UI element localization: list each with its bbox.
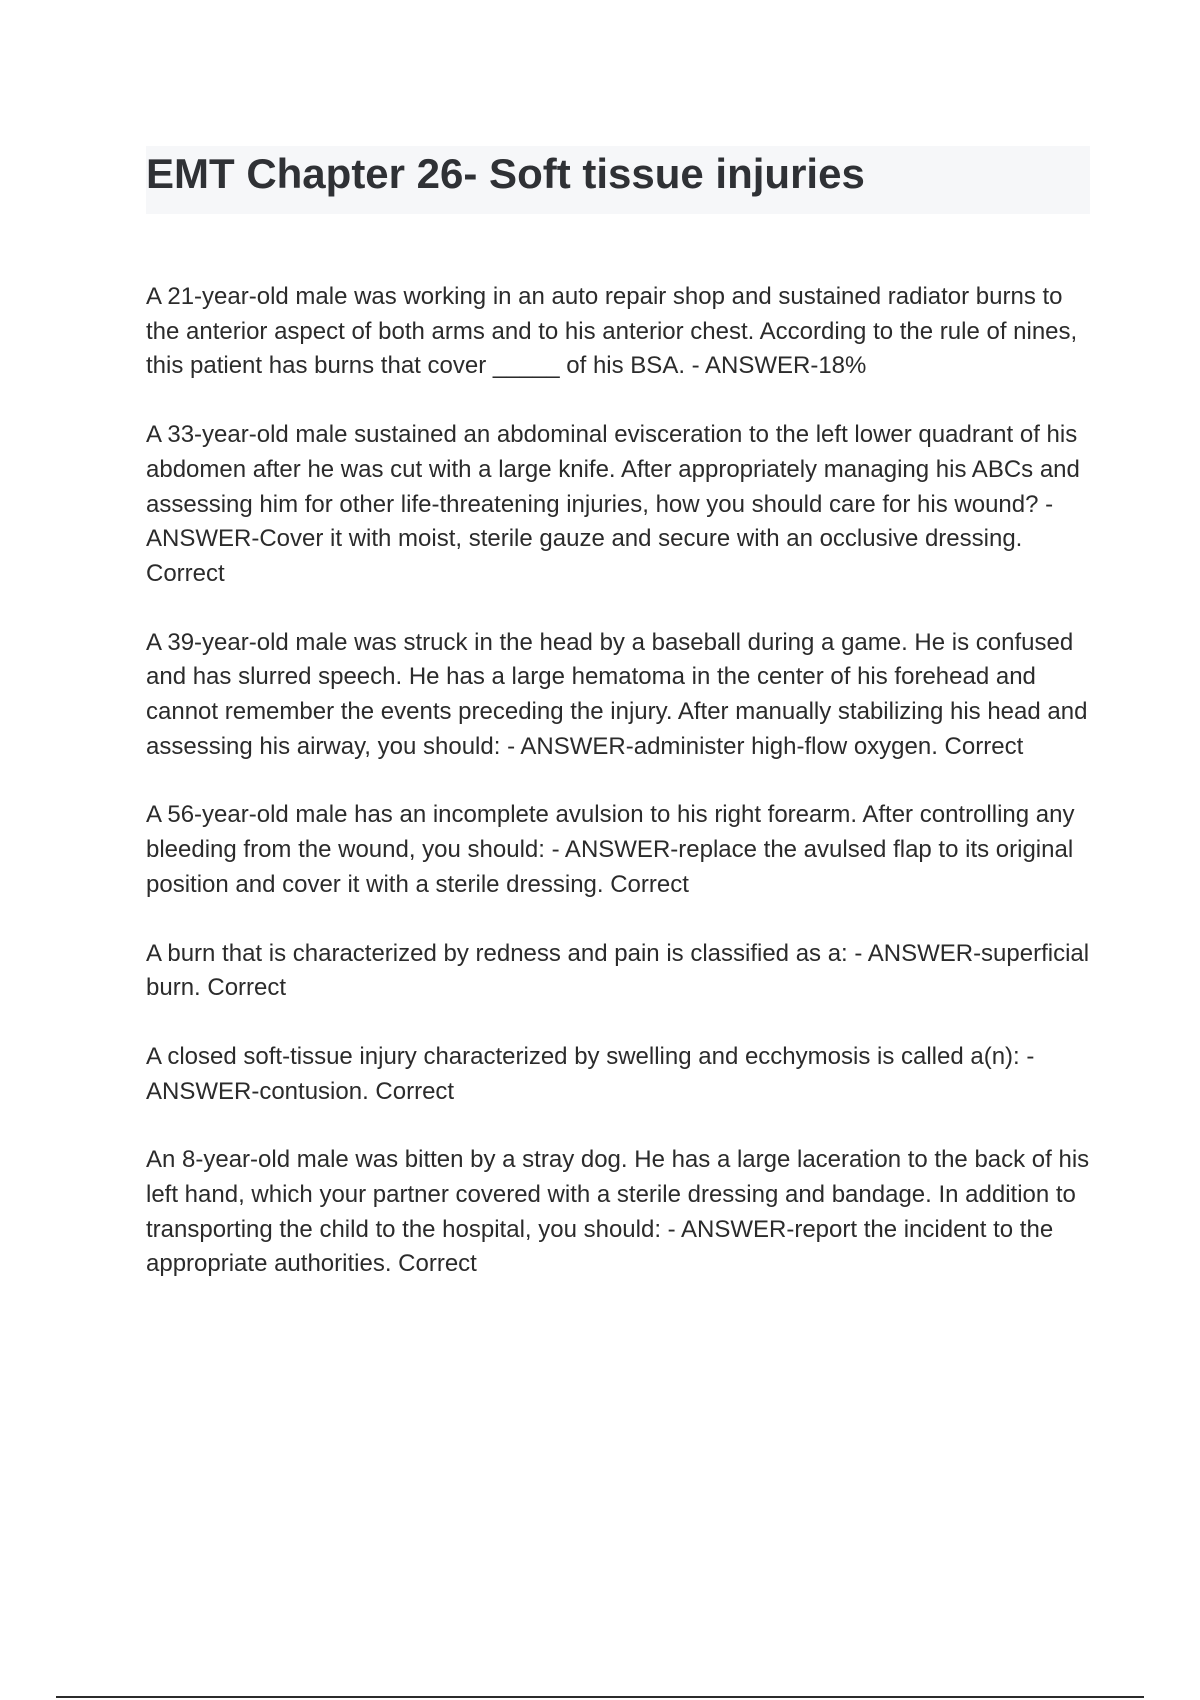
bottom-divider [56, 1696, 1144, 1698]
qa-item: A closed soft-tissue injury characterized by swelling and ecchymosis is called a(n): - ANSWER-contusion. Correct [146, 1042, 1035, 1105]
qa-item: A burn that is characterized by redness and pain is classified as a: - ANSWER-superficial burn. Correct [146, 939, 1090, 1002]
qa-item: A 39-year-old male was struck in the head by a baseball during a game. He is confused and has slurred speech. He has a large hematoma in the center of his forehead and cannot remember the events preceding the injury. After manually stabilizing his head and assessing his airway, you should: - ANSWER-administer high-flow oxygen. Correct [146, 628, 1088, 760]
qa-item: A 33-year-old male sustained an abdominal evisceration to the left lower quadrant of his abdomen after he was cut with a large knife. After appropriately managing his ABCs and assessing him for other life-threatening injuries, how you should care for his wound? - ANSWER-Cover it with moist, sterile gauze and secure with an occlusive dressing. Correct [146, 421, 1080, 587]
document-title: EMT Chapter 26- Soft tissue injuries [146, 150, 865, 197]
qa-item: An 8-year-old male was bitten by a stray dog. He has a large laceration to the back of his left hand, which your partner covered with a sterile dressing and bandage. In addition to transporting the child to the hospital, you should: - ANSWER-report the incident to the appropriate authorities. Correct [146, 1146, 1090, 1278]
qa-list [146, 280, 1096, 1316]
qa-item: A 21-year-old male was working in an auto repair shop and sustained radiator burns to the anterior aspect of both arms and to his anterior chest. According to the rule of nines, this patient has burns that cover _____ of his BSA. - ANSWER-18% [146, 283, 1078, 380]
qa-item: A 56-year-old male has an incomplete avulsion to his right forearm. After controlling any bleeding from the wound, you should: - ANSWER-replace the avulsed flap to its original position and cover it with a sterile dressing. Correct [146, 801, 1075, 898]
